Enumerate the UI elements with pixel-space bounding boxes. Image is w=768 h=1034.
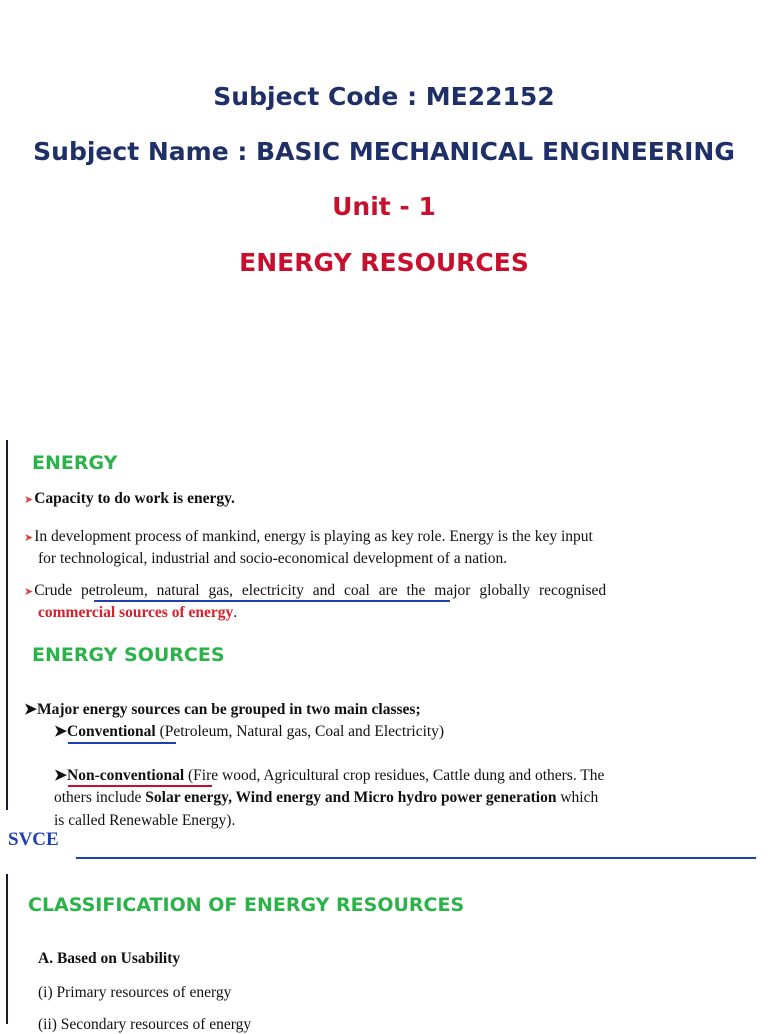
arrow-bullet-icon: ➤ [24,494,34,506]
arrow-bullet-icon: ➤ [24,701,37,718]
subject-name: Subject Name : BASIC MECHANICAL ENGINEERING [33,137,735,166]
slide-energy [0,432,768,872]
footer-svce: SVCE [8,829,59,850]
heading-energy-sources: ENERGY SOURCES [32,644,225,666]
point-crude-line1: ➤Crude petroleum, natural gas, electricity and coal are the major globally recognised [24,582,607,599]
slide2-left-border [6,874,8,1024]
underline-conventional [68,742,176,744]
topic-title: ENERGY RESOURCES [239,248,529,277]
nonconventional-line2: others include Solar energy, Wind energy and Micro hydro power generation which [54,789,599,806]
subject-code: Subject Code : ME22152 [213,82,555,111]
arrow-bullet-icon: ➤ [24,532,34,544]
point-crude-line2: commercial sources of energy. [38,604,238,621]
title-page [0,0,768,420]
underline-nonconventional [68,785,212,787]
slide-left-border [6,440,8,810]
item-primary-resources: (i) Primary resources of energy [38,984,232,1001]
arrow-bullet-icon: ➤ [54,723,67,740]
footer-divider [76,857,756,859]
sub-heading-usability: A. Based on Usability [38,950,181,967]
heading-classification: CLASSIFICATION OF ENERGY RESOURCES [28,894,465,916]
nonconventional-line1: ➤Non-conventional (Fire wood, Agricultural crop residues, Cattle dung and others. The [54,767,605,784]
sources-intro: ➤Major energy sources can be grouped in two main classes; [24,701,421,718]
underline-commodities [94,600,450,602]
conventional-item: ➤Conventional (Petroleum, Natural gas, Coal and Electricity) [54,723,445,740]
point-development-line1: ➤In development process of mankind, energy is playing as key role. Energy is the key input [24,528,593,545]
item-secondary-resources: (ii) Secondary resources of energy [38,1016,252,1033]
arrow-bullet-icon: ➤ [54,767,67,784]
point-development-line2: for technological, industrial and socio-economical development of a nation. [38,550,508,567]
point-capacity: ➤Capacity to do work is energy. [24,490,235,507]
arrow-bullet-icon: ➤ [24,586,34,598]
unit-label: Unit - 1 [332,192,436,221]
nonconventional-line3: is called Renewable Energy). [54,812,236,829]
heading-energy: ENERGY [32,452,118,474]
